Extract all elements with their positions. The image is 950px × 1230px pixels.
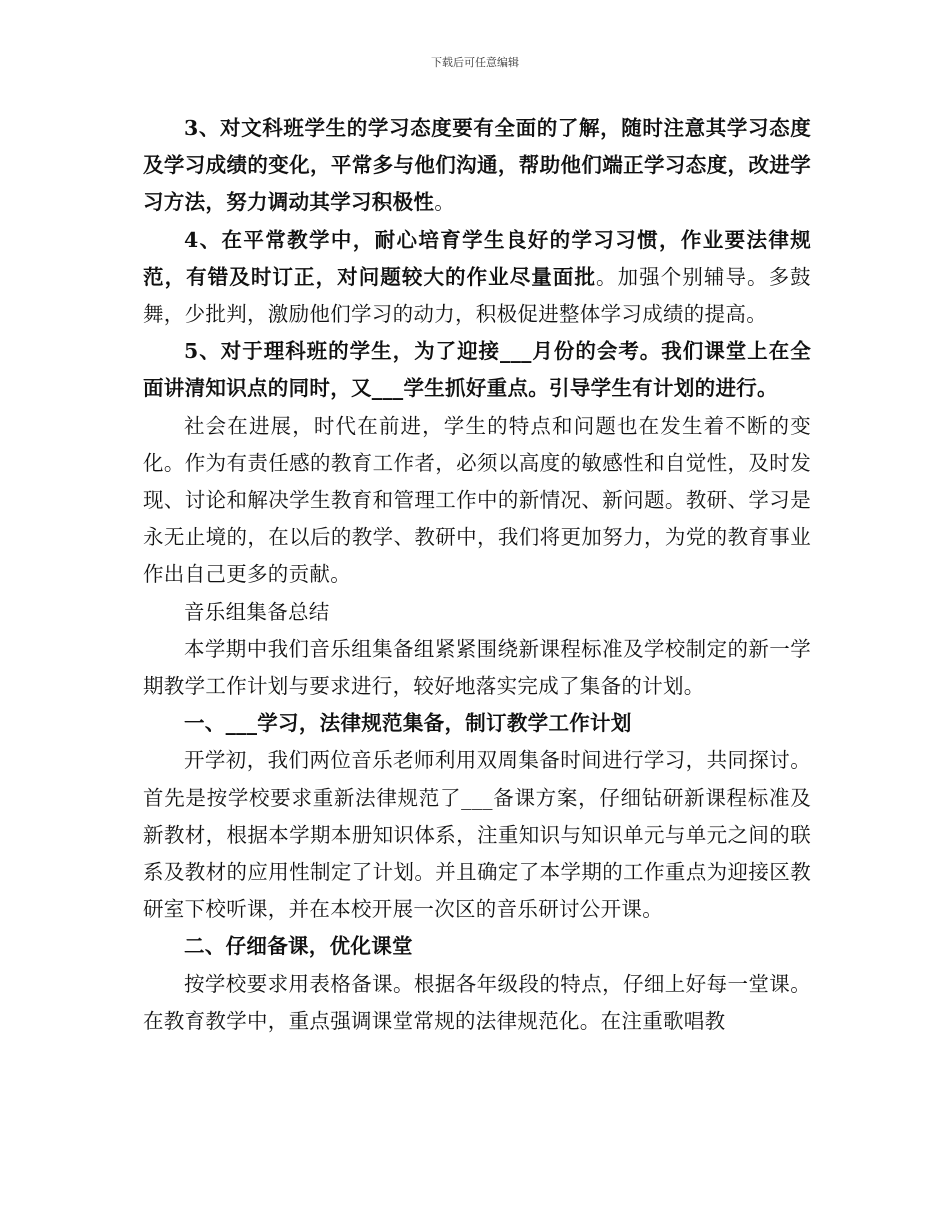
paragraph-1 [143, 110, 811, 222]
document-body [143, 110, 811, 1040]
paragraph-6 [143, 631, 811, 705]
paragraph-2-normal: 。加强个别辅导。多鼓舞，少批判，激励他们学习的动力，积极促进整体学习成绩的提高。 [143, 264, 811, 327]
paragraph-7-bold: 一、___学习，法律规范集备，制订教学工作计划 [184, 711, 632, 736]
paragraph-5-normal: 音乐组集备总结 [184, 599, 330, 624]
paragraph-8 [143, 742, 811, 928]
paragraph-2-bold: 4、在平常教学中，耐心培育学生良好的学习习惯，作业要法律规范，有错及时订正，对问题较大的作业尽量面批 [143, 227, 811, 289]
paragraph-10-normal: 按学校要求用表格备课。根据各年级段的特点，仔细上好每一堂课。在教育教学中，重点强调课堂常规的法律规范化。在注重歌唱教 [143, 971, 811, 1033]
paragraph-3 [143, 333, 811, 407]
paragraph-2 [143, 222, 811, 334]
heading-two [143, 928, 811, 965]
heading-one [143, 705, 811, 742]
paragraph-1-normal: 。 [434, 190, 456, 215]
page-header-note: 下载后可任意编辑 [431, 56, 519, 69]
paragraph-6-normal: 本学期中我们音乐组集备组紧紧围绕新课程标准及学校制定的新一学期教学工作计划与要求进行，较好地落实完成了集备的计划。 [143, 636, 811, 699]
paragraph-10 [143, 966, 811, 1040]
paragraph-9-bold: 二、仔细备课，优化课堂 [184, 934, 413, 959]
paragraph-4 [143, 408, 811, 594]
section-title-music [143, 594, 811, 631]
paragraph-8-normal: 开学初，我们两位音乐老师利用双周集备时间进行学习，共同探讨。首先是按学校要求重新法律规范了___备课方案，仔细钻研新课程标准及新教材，根据本学期本册知识体系，注重知识与知识单元与单元之间的联系及教材的应用性制定了计划。并且确定了本学期的工作重点为迎接区教研室下校听课，并在本校开展一次区的音乐研讨公开课。 [143, 748, 811, 922]
paragraph-4-normal: 社会在进展，时代在前进，学生的特点和问题也在发生着不断的变化。作为有责任感的教育工作者，必须以高度的敏感性和自觉性，及时发现、讨论和解决学生教育和管理工作中的新情况、新问题。教研、学习是永无止境的，在以后的教学、教研中，我们将更加努力，为党的教育事业作出自己更多的贡献。 [143, 413, 811, 587]
paragraph-3-bold: 5、对于理科班的学生，为了迎接___月份的会考。我们课堂上在全面讲清知识点的同时，又___学生抓好重点。引导学生有计划的进行。 [143, 339, 811, 401]
paragraph-1-bold: 3、对文科班学生的学习态度要有全面的了解，随时注意其学习态度及学习成绩的变化，平常多与他们沟通，帮助他们端正学习态度，改进学习方法，努力调动其学习积极性 [143, 116, 811, 215]
